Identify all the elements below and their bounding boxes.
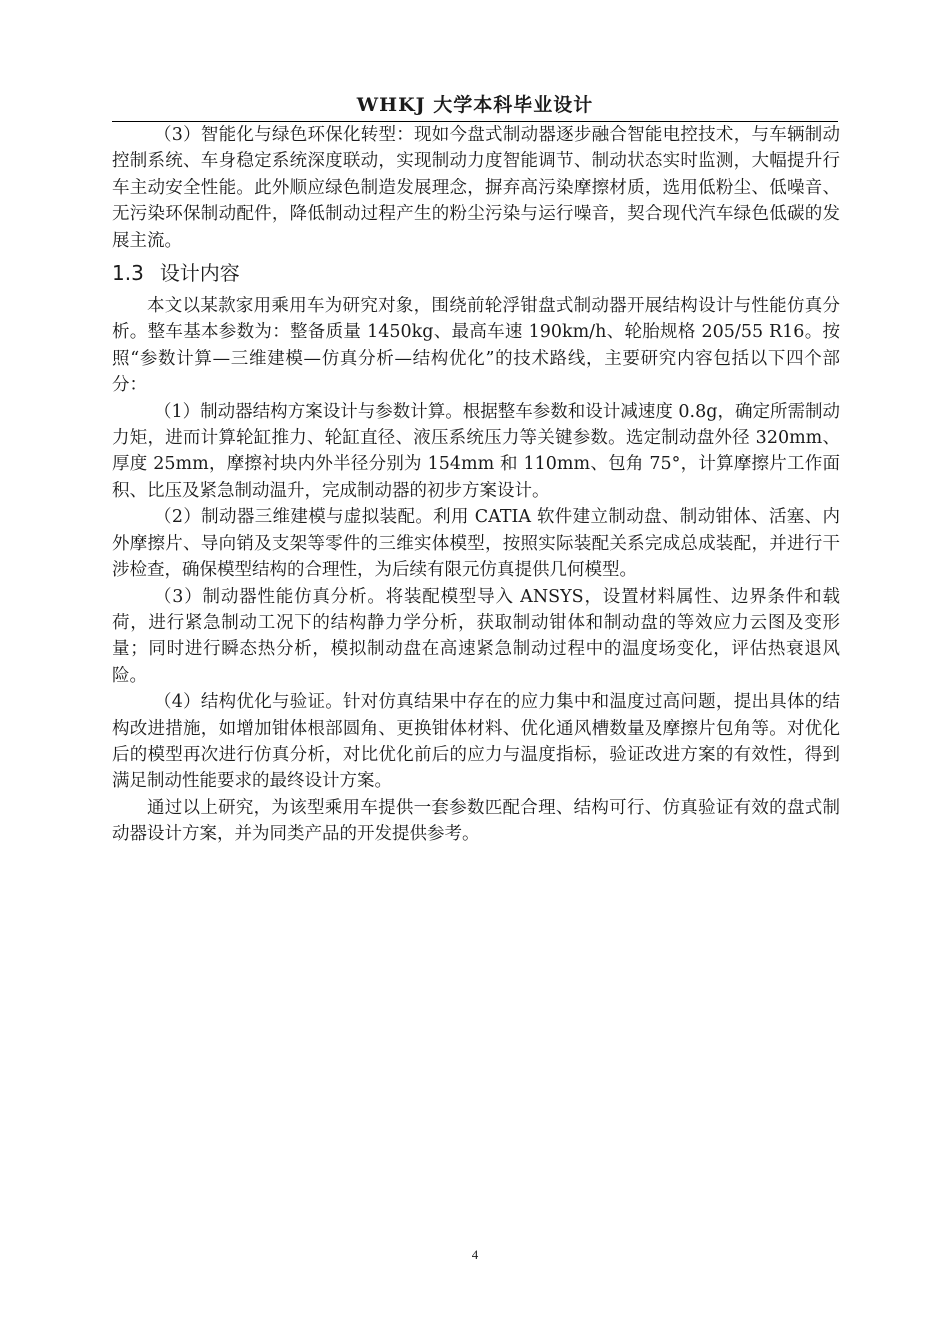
section-title: 设计内容	[159, 261, 240, 286]
paragraph-item-4: （4）结构优化与验证。针对仿真结果中存在的应力集中和温度过高问题，提出具体的结构改进措施，如增加钳体根部圆角、更换钳体材料、优化通风槽数量及摩擦片包角等。对优化后的模型再次进行仿真分析，对比优化前后的应力与温度指标，验证改进方案的有效性，得到满足制动性能要求的最终设计方案。	[112, 692, 840, 792]
paragraph-smart-green-trend: （3）智能化与绿色环保化转型：现如今盘式制动器逐步融合智能电控技术，与车辆制动控制系统、车身稳定系统深度联动，实现制动力度智能调节、制动状态实时监测，大幅提升行车主动安全性能。此外顺应绿色制造发展理念，摒弃高污染摩擦材质，选用低粉尘、低噪音、无污染环保制动配件，降低制动过程产生的粉尘污染与运行噪音，契合现代汽车绿色低碳的发展主流。	[112, 125, 840, 251]
section-heading	[112, 255, 840, 291]
paragraph-intro: 本文以某款家用乘用车为研究对象，围绕前轮浮钳盘式制动器开展结构设计与性能仿真分析。整车基本参数为：整备质量 1450kg、最高车速 190km/h、轮胎规格 205/55 R16。按照“参数计算—三维建模—仿真分析—结构优化”的技术路线，主要研究内容包括以下四个部分：	[112, 296, 840, 396]
page-header-title: WHKJ 大学本科毕业设计	[356, 94, 594, 116]
paragraph-item-3: （3）制动器性能仿真分析。将装配模型导入 ANSYS，设置材料属性、边界条件和载荷，进行紧急制动工况下的结构静力学分析，获取制动钳体和制动盘的等效应力云图及变形量；同时进行瞬态热分析，模拟制动盘在高速紧急制动过程中的温度场变化，评估热衰退风险。	[112, 586, 840, 686]
page-number: 4	[471, 1247, 479, 1262]
paragraph-conclusion: 通过以上研究，为该型乘用车提供一套参数匹配合理、结构可行、仿真验证有效的盘式制动器设计方案，并为同类产品的开发提供参考。	[112, 797, 840, 845]
paragraph-item-1: （1）制动器结构方案设计与参数计算。根据整车参数和设计减速度 0.8g，确定所需制动力矩，进而计算轮缸推力、轮缸直径、液压系统压力等关键参数。选定制动盘外径 320mm、厚度 25mm，摩擦衬块内外半径分别为 154mm 和 110mm、包角 75°，计算摩擦片工作面积、比压及紧急制动温升，完成制动器的初步方案设计。	[112, 401, 840, 501]
section-number: 1.3	[112, 261, 144, 286]
paragraph-item-2: （2）制动器三维建模与虚拟装配。利用 CATIA 软件建立制动盘、制动钳体、活塞、内外摩擦片、导向销及支架等零件的三维实体模型，按照实际装配关系完成总成装配，并进行干涉检查，确保模型结构的合理性，为后续有限元仿真提供几何模型。	[112, 507, 840, 581]
body-text	[112, 122, 840, 848]
